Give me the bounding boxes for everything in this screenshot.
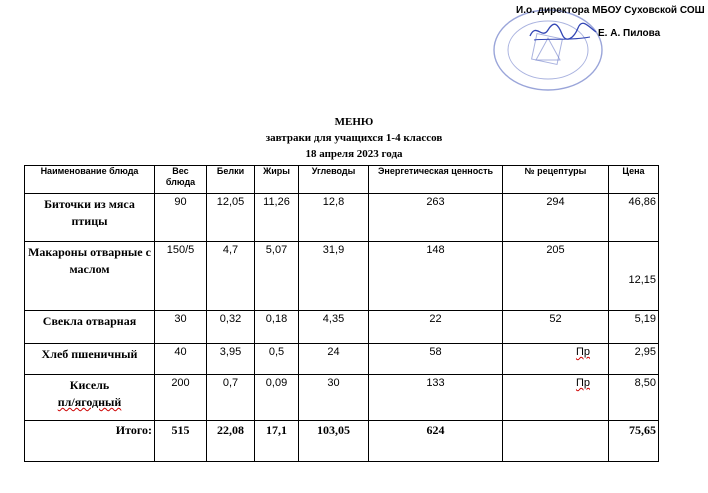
approval-block [498,2,708,92]
dish-fat: 0,09 [255,375,299,421]
total-energy: 624 [369,421,503,462]
total-weight: 515 [155,421,207,462]
dish-name: Хлеб пшеничный [25,344,155,375]
table-row [25,375,659,421]
dish-fat: 0,5 [255,344,299,375]
dish-carbs: 12,8 [299,194,369,242]
col-name-header: Наименование блюда [25,166,155,194]
table-row [25,344,659,375]
total-recipe [503,421,609,462]
dish-protein: 12,05 [207,194,255,242]
col-energy-header: Энергетическая ценность [369,166,503,194]
col-recipe-header: № рецептуры [503,166,609,194]
total-label: Итого: [25,421,155,462]
recipe-code: Пр [575,346,590,358]
dish-name: Биточки из мяса птицы [25,194,155,242]
table-row [25,242,659,311]
approval-position: И.о. директора МБОУ Суховской СОШ [516,5,705,16]
menu-date: 18 апреля 2023 года [305,148,403,160]
total-carbs: 103,05 [299,421,369,462]
table-header-row [25,166,659,194]
col-fat-header: Жиры [255,166,299,194]
col-protein-header: Белки [207,166,255,194]
dish-energy: 148 [369,242,503,311]
dish-energy: 133 [369,375,503,421]
col-weight-header: Вес блюда [155,166,207,194]
dish-name: Свекла отварная [25,311,155,344]
dish-fat: 5,07 [255,242,299,311]
dish-name-line1: Кисель [69,378,110,392]
signature-icon [528,20,598,44]
dish-fat: 11,26 [255,194,299,242]
dish-weight: 40 [155,344,207,375]
dish-price: 2,95 [609,344,659,375]
total-fat: 17,1 [255,421,299,462]
col-carbs-header: Углеводы [299,166,369,194]
dish-carbs: 31,9 [299,242,369,311]
col-price-header: Цена [609,166,659,194]
dish-protein: 3,95 [207,344,255,375]
dish-recipe [503,375,609,421]
dish-name-line2: пл/ягодный [57,395,122,409]
dish-recipe: 294 [503,194,609,242]
menu-subtitle: завтраки для учащихся 1-4 классов [265,132,443,144]
dish-fat: 0,18 [255,311,299,344]
dish-energy: 22 [369,311,503,344]
dish-price: 5,19 [609,311,659,344]
dish-recipe: 205 [503,242,609,311]
table-row [25,194,659,242]
approval-name: Е. А. Пилова [598,28,661,39]
dish-price: 12,15 [609,242,659,311]
dish-weight: 30 [155,311,207,344]
recipe-code: Пр [575,377,590,389]
table-row [25,311,659,344]
dish-recipe: 52 [503,311,609,344]
dish-price: 46,86 [609,194,659,242]
dish-protein: 4,7 [207,242,255,311]
total-row [25,421,659,462]
dish-name [25,375,155,421]
dish-protein: 0,7 [207,375,255,421]
dish-recipe [503,344,609,375]
dish-price: 8,50 [609,375,659,421]
dish-weight: 150/5 [155,242,207,311]
dish-name: Макароны отварные с маслом [25,242,155,311]
dish-protein: 0,32 [207,311,255,344]
menu-table [24,165,659,462]
dish-weight: 90 [155,194,207,242]
dish-carbs: 30 [299,375,369,421]
dish-weight: 200 [155,375,207,421]
dish-carbs: 4,35 [299,311,369,344]
dish-carbs: 24 [299,344,369,375]
total-price: 75,65 [609,421,659,462]
total-protein: 22,08 [207,421,255,462]
dish-energy: 263 [369,194,503,242]
dish-energy: 58 [369,344,503,375]
menu-title: МЕНЮ [334,116,374,128]
